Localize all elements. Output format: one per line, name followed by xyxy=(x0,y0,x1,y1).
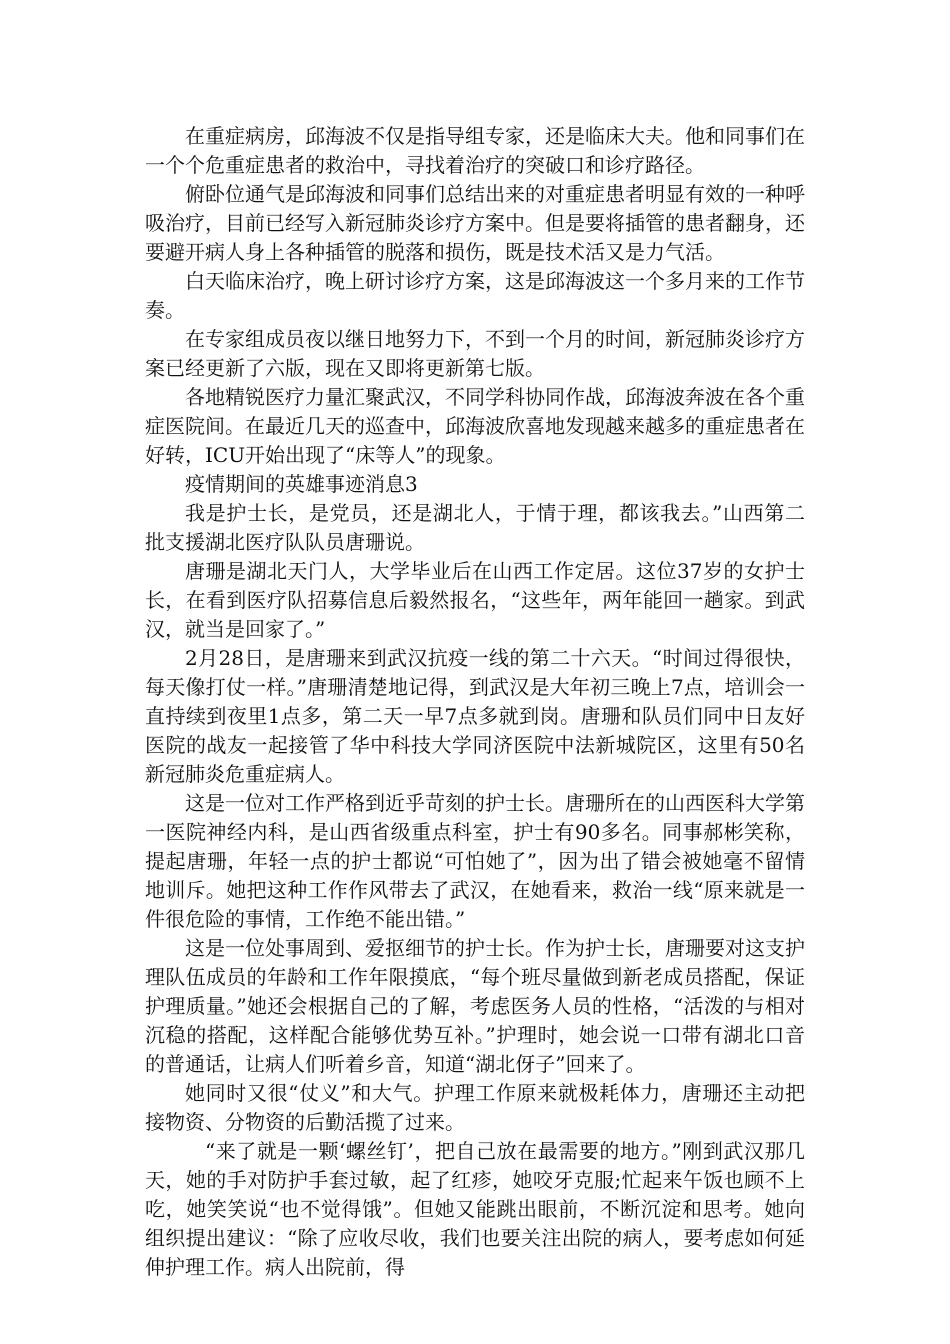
paragraph: 这是一位对工作严格到近乎苛刻的护士长。唐珊所在的山西医科大学第一医院神经内科，是山西省级重点科室，护士有90多名。同事郝彬笑称，提起唐珊，年轻一点的护士都说“可怕她了”，因为出了错会被她毫不留情地训斥。她把这种工作作风带去了武汉，在她看来，救治一线“原来就是一件很危险的事情，工作绝不能出错。” xyxy=(145,791,805,931)
section-heading: 疫情期间的英雄事迹消息3 xyxy=(185,472,418,496)
paragraph: 在专家组成员夜以继日地努力下，不到一个月的时间，新冠肺炎诊疗方案已经更新了六版，现在又即将更新第七版。 xyxy=(145,327,805,380)
paragraph: 2月28日，是唐珊来到武汉抗疫一线的第二十六天。“时间过得很快，每天像打仗一样。”唐珊清楚地记得，到武汉是大年初三晚上7点，培训会一直持续到夜里1点多，第二天一早7点多就到岗。唐珊和队员们同中日友好医院的战友一起接管了华中科技大学同济医院中法新城院区，这里有50名新冠肺炎危重症病人。 xyxy=(145,646,805,786)
paragraph: 这是一位处事周到、爱抠细节的护士长。作为护士长，唐珊要对这支护理队伍成员的年龄和工作年限摸底，“每个班尽量做到新老成员搭配，保证护理质量。”她还会根据自己的了解，考虑医务人员的性格，“活泼的与相对沉稳的搭配，这样配合能够优势互补。”护理时，她会说一口带有湖北口音的普通话，让病人们听着乡音，知道“湖北伢子”回来了。 xyxy=(145,936,805,1076)
document-page xyxy=(145,122,805,1282)
paragraph: 她同时又很“仗义”和大气。护理工作原来就极耗体力，唐珊还主动把接物资、分物资的后勤活揽了过来。 xyxy=(145,1081,805,1134)
paragraph: 唐珊是湖北天门人，大学毕业后在山西工作定居。这位37岁的女护士长，在看到医疗队招募信息后毅然报名，“这些年，两年能回一趟家。到武汉，就当是回家了。” xyxy=(145,559,805,641)
paragraph: 各地精锐医疗力量汇聚武汉，不同学科协同作战，邱海波奔波在各个重症医院间。在最近几天的巡查中，邱海波欣喜地发现越来越多的重症患者在好转，ICU开始出现了“床等人”的现象。 xyxy=(145,385,805,467)
paragraph: “来了就是一颗‘螺丝钉’，把自己放在最需要的地方。”刚到武汉那几天，她的手对防护手套过敏，起了红疹，她咬牙克服;忙起来午饭也顾不上吃，她笑笑说“也不觉得饿”。但她又能跳出眼前，不断沉淀和思考。她向组织提出建议：“除了应收尽收，我们也要关注出院的病人，要考虑如何延伸护理工作。病人出院前，得 xyxy=(145,1139,805,1279)
paragraph: 我是护士长，是党员，还是湖北人，于情于理，都该我去。”山西第二批支援湖北医疗队队员唐珊说。 xyxy=(145,501,805,554)
paragraph: 在重症病房，邱海波不仅是指导组专家，还是临床大夫。他和同事们在一个个危重症患者的救治中，寻找着治疗的突破口和诊疗路径。 xyxy=(145,124,805,177)
paragraph: 白天临床治疗，晚上研讨诊疗方案，这是邱海波这一个多月来的工作节奏。 xyxy=(145,269,805,322)
paragraph: 俯卧位通气是邱海波和同事们总结出来的对重症患者明显有效的一种呼吸治疗，目前已经写入新冠肺炎诊疗方案中。但是要将插管的患者翻身，还要避开病人身上各种插管的脱落和损伤，既是技术活又是力气活。 xyxy=(145,182,805,264)
